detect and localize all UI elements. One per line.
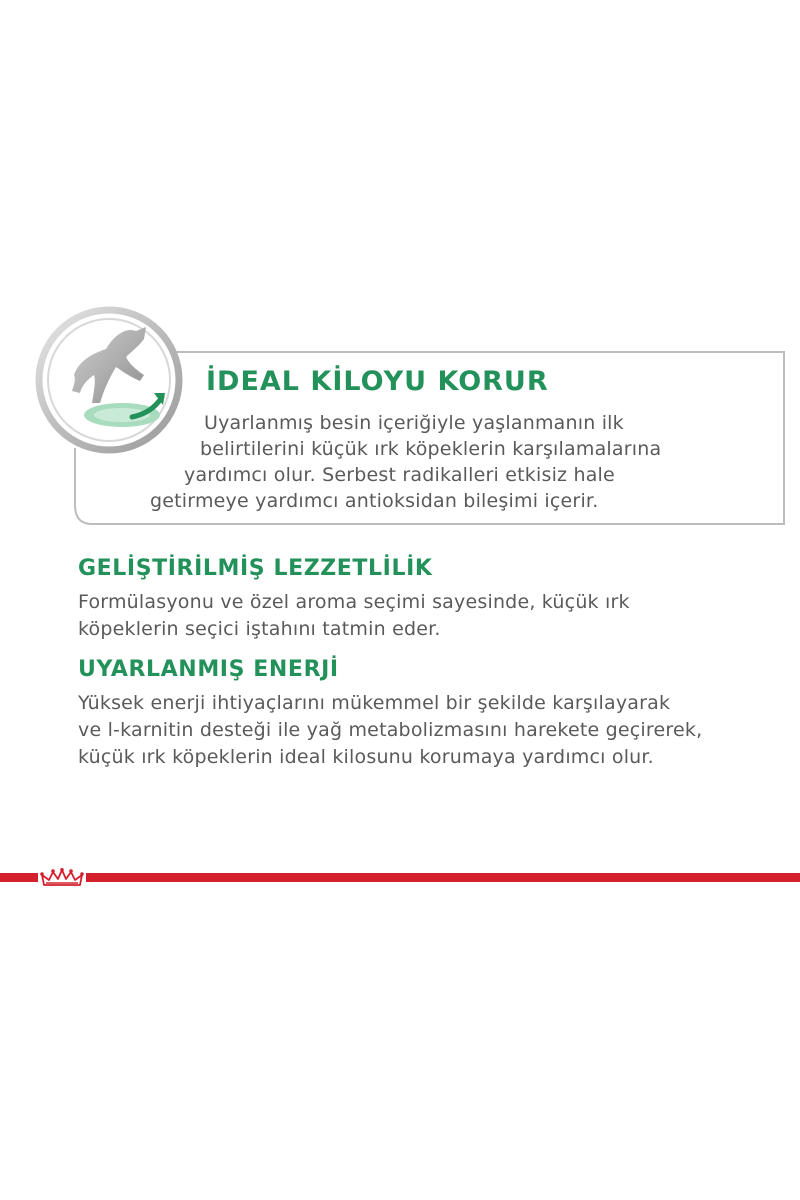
feature-line: belirtilerini küçük ırk köpeklerin karşılamalarına — [200, 438, 662, 460]
section-energy — [78, 657, 778, 771]
feature-line: Uyarlanmış besin içeriğiyle yaşlanmanın ilk — [204, 412, 624, 434]
section-palatability — [78, 556, 778, 643]
section-body — [78, 589, 778, 643]
section-line: küçük ırk köpeklerin ideal kilosunu korumaya yardımcı olur. — [78, 746, 654, 768]
feature-box — [0, 0, 800, 560]
section-title: UYARLANMIŞ ENERJİ — [78, 657, 339, 682]
section-title: GELİŞTİRİLMİŞ LEZZETLİLİK — [78, 556, 433, 581]
feature-line: yardımcı olur. Serbest radikalleri etkisiz hale — [184, 464, 615, 486]
section-line: ve l-karnitin desteği ile yağ metabolizmasını harekete geçirerek, — [78, 719, 703, 741]
footer-band — [0, 868, 800, 888]
feature-title: İDEAL KİLOYU KORUR — [206, 366, 549, 397]
section-body — [78, 690, 778, 771]
section-line: Formülasyonu ve özel aroma seçimi sayesinde, küçük ırk — [78, 591, 630, 613]
section-line: Yüksek enerji ihtiyaçlarını mükemmel bir şekilde karşılayarak — [78, 692, 671, 714]
feature-line: getirmeye yardımcı antioksidan bileşimi içerir. — [150, 490, 599, 512]
crown-icon — [38, 868, 86, 888]
feature-description — [150, 410, 750, 514]
brand-red-line — [0, 873, 800, 882]
section-line: köpeklerin seçici iştahını tatmin eder. — [78, 618, 441, 640]
